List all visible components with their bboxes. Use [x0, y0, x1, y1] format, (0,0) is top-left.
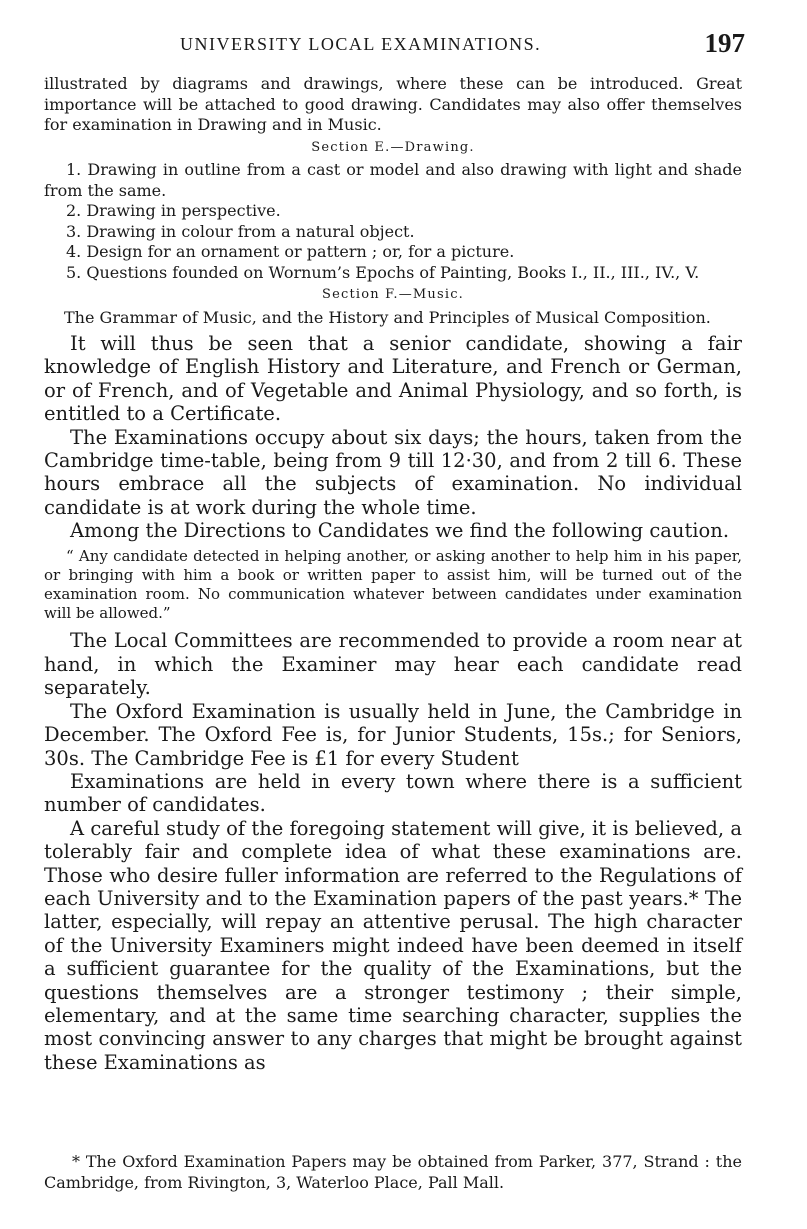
page-number: 197: [704, 28, 745, 58]
section-e-item: 3. Drawing in colour from a natural object.: [66, 221, 415, 241]
quote-paragraph: “ Any candidate detected in helping another, or asking another to help him in his paper, or bringing with him a book or written paper to assist him, will be turned out of the examination room. No communication whatever between candidates under examination will be allowed.”: [44, 546, 742, 623]
section-f-text: The Grammar of Music, and the History and Principles of Musical Composition.: [64, 307, 711, 327]
quoted-directions: [44, 547, 742, 624]
section-e-heading: Section E.—Drawing.: [311, 139, 475, 155]
body-paragraph: The Examinations occupy about six days; the hours, taken from the Cambridge time-table, being from 9 till 12·30, and from 2 till 6. These hours embrace all the subjects of examination. No individual candidate is at work during the whole time.: [44, 425, 742, 519]
main-text: [44, 332, 742, 543]
main-text-continued: [44, 629, 742, 1074]
running-head: UNIVERSITY LOCAL EXAMINATIONS.: [180, 34, 542, 54]
page-body: [44, 74, 742, 1074]
body-paragraph: It will thus be seen that a senior candidate, showing a fair knowledge of English History and Literature, and French or German, or of French, and of Vegetable and Animal Physiology, and so forth, is entitled to a Certificate.: [44, 332, 742, 426]
page-header: [170, 28, 745, 58]
intro-paragraph: illustrated by diagrams and drawings, where these can be introduced. Great importance will be attached to good drawing. Candidates may also offer themselves for examination in Drawing and in Music.: [44, 74, 742, 134]
section-e-item: 1. Drawing in outline from a cast or model and also drawing with light and shade from the same.: [44, 160, 742, 200]
body-paragraph: The Oxford Examination is usually held in June, the Cambridge in December. The Oxford Fee is, for Junior Students, 15s.; for Seniors, 30s. The Cambridge Fee is £1 for every Student: [44, 699, 742, 770]
body-paragraph: Examinations are held in every town where there is a sufficient number of candidates.: [44, 769, 742, 817]
syllabus-block: [44, 74, 742, 328]
section-e-item: 4. Design for an ornament or pattern ; or, for a picture.: [66, 242, 515, 261]
footnote: * The Oxford Examination Papers may be obtained from Parker, 377, Strand : the Cambridge, from Rivington, 3, Waterloo Place, Pall Mall.: [44, 1152, 742, 1192]
section-f-heading: Section F.—Music.: [321, 287, 465, 302]
body-paragraph: Among the Directions to Candidates we find the following caution.: [70, 519, 730, 543]
section-e-item: 2. Drawing in perspective.: [66, 201, 281, 220]
section-e-item: 5. Questions founded on Wornum’s Epochs of Painting, Books I., II., III., IV., V.: [66, 262, 700, 282]
body-paragraph: The Local Committees are recommended to provide a room near at hand, in which the Examiner may hear each candidate read separately.: [44, 629, 742, 700]
body-paragraph: A careful study of the foregoing statement will give, it is believed, a tolerably fair and complete idea of what these examinations are. Those who desire fuller information are referred to the Regulations of each University and to the Examination papers of the past years.* The latter, especially, will repay an attentive perusal. The high character of the University Examiners might indeed have been deemed in itself a sufficient guarantee for the quality of the Examinations, but the questions themselves are a stronger testimony ; their simple, elementary, and at the same time searching character, supplies the most convincing answer to any charges that might be brought against these Examinations as: [44, 816, 742, 1074]
